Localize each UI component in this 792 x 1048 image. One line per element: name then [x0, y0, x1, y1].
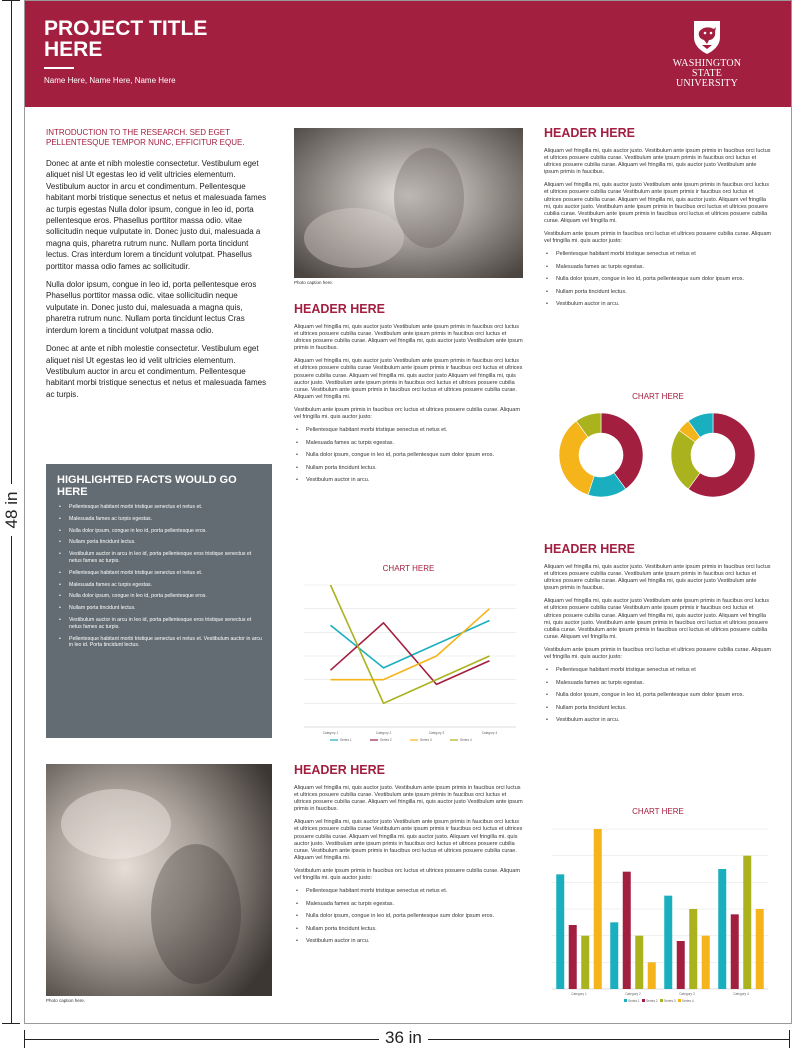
line-chart-x-tick-label: Category 1 — [322, 731, 339, 735]
bar-chart-legend-swatch — [678, 999, 681, 1002]
title-banner — [25, 1, 792, 107]
intro-paragraph-1: Donec at ante et nibh molestie consectetur. Vestibulum eget aliquet nisl Ut egestas leo id velit ultricies elementum. Vestibulum auctor in arcu et condimentum. Pellentesque habitant morbi tristique senectus et netus et malesuada fames ac turpis egestas Nulla dolor ipsum, congue in leo id, porta pellentesque eros. Phasellus porttitor massa odio. vitae sollicitudin neque vulputate in. Donec justo dui, malesuada a magna quis, pharetra rutrum nunc. Nullam porta tincidunt lectus. Cras interdum lorem a tincidunt volutpat. Phasellus porttitor massa odio fames ac sollicitudir. — [46, 159, 267, 271]
bar-chart-x-tick-label: Category 2 — [625, 992, 641, 996]
facts-title: HIGHLIGHTED FACTS WOULD GO HERE — [57, 474, 237, 498]
facts-item: • Nulla dolor ipsum, congue in leo id, porta pellentesque eros. — [57, 528, 262, 535]
bar-chart-bar — [635, 936, 643, 989]
line-chart-title: CHART HERE — [382, 564, 435, 573]
line-chart — [294, 579, 523, 745]
bullet-item: • Malesuada fames ac turpis egestas. — [544, 680, 772, 687]
bullet-item: • Pellentesque habitant morbi tristique senectus et netus et — [544, 251, 772, 258]
middle-paragraph-3: Vestibulum ante ipsum primis in faucibus orc luctus et ultrices posuere cubilia curae. Aliquam vel fringilla mi. quis auctor justo: — [294, 406, 520, 421]
intro-heading: INTRODUCTION TO THE RESEARCH. SED EGET PELLENTESQUE TEMPOR NUNC, EFFICITUR EQUE. — [46, 128, 245, 147]
right-section-1-heading: HEADER HERE — [544, 126, 635, 140]
intro-paragraph-2: Nulla dolor ipsum, congue in leo id, porta pellentesque eros Phasellus porttitor massa odic. vitae sollicitudin neque vulputate in. Donec justo dui, malesuada a magna quis, pharetra rutrum nunc. Nullam porta tincidunt lectus Cras interdum lorem a tincidunt volutpat massa odio. — [46, 280, 257, 335]
bar-chart-bar — [594, 829, 602, 989]
bar-chart-legend-label: Series 2 — [646, 998, 658, 1003]
right-section-2-heading: HEADER HERE — [544, 542, 635, 556]
bar-chart-title: CHART HERE — [632, 807, 684, 816]
height-dimension-tick-top — [2, 0, 20, 1]
photo-bottom-left — [46, 764, 272, 996]
height-dimension-tick-bottom — [2, 1023, 20, 1024]
bar-chart-legend-label: Series 1 — [628, 998, 640, 1003]
bar-chart-legend-label: Series 4 — [682, 998, 694, 1003]
right2-paragraph-2: Aliquam vel fringilla mi, quis auctor justo Vestibulum ante ipsum primis in faucibus orci luctus et ultrices posuere cubilia curae Vestibulum ante ipsum primis ir faucibus orci luctus et ultrices posuere cubilia curae. Aliquam vel fringilla mi, quis auctor justo. Aliquam vel fringilla mi, quis auctor justo. Vestibulum ante ipsum primis in faucibus orci luctus et ultrices posuere cubilia curae. Vestibulum ante ipsum primis in faucibus orci luctus et ultrices posuere cubilia curae. Aliquam vel fringilla mi. — [544, 598, 769, 640]
line-chart-legend-label: Series 2 — [380, 738, 392, 743]
facts-item: • Nulla dolor ipsum, congue in leo id, porta pellentesque eros. — [57, 593, 262, 600]
author-names: Name Here, Name Here, Name Here — [44, 76, 176, 85]
blurred-photo-image — [46, 764, 272, 996]
right1-paragraph-1: Aliquam vel fringilla mi, quis auctor justo. Vestibulum ante ipsum primis in faucibus orci luctus et ultrices posuere cubilia curae. Vestibulum ante ipsum primis in faucibus orci luctus et ultrices posuere cubilia curae. Aliquam vel fringilla mi, quis auctor justo Vestibulum ante ipsum primis in faucibus. — [544, 148, 771, 176]
bullet-item: • Nulla dolor ipsum, congue in leo id, porta pellentesque sum dolor ipsum eros. — [294, 452, 523, 459]
bar-chart-legend-swatch — [624, 999, 627, 1002]
bullet-item: • Nulla dolor ipsum, congue in leo id, porta pellentesque sum dolor ipsum eros. — [294, 913, 523, 920]
line-chart-x-tick-label: Category 3 — [428, 731, 445, 735]
wsu-shield-cougar-logo-icon — [692, 19, 722, 55]
bottom-paragraph-3: Vestibulum ante ipsum primis in faucibus orc luctus et ultrices posuere cubilia curae. Aliquam vel fringilla mi. quis auctor justo: — [294, 867, 520, 882]
bullet-item: • Nulla dolor ipsum, congue in leo id, porta pellentesque sum dolor ipsum eros. — [544, 692, 772, 699]
bar-chart-bar — [648, 962, 656, 989]
bar-chart-bar — [731, 914, 739, 989]
line-chart-series-line — [331, 621, 490, 668]
photo-caption-top: Photo caption here. — [294, 280, 334, 285]
line-chart-legend-label: Series 1 — [340, 738, 352, 743]
logo-text-line2: UNIVERSITY — [676, 78, 738, 89]
facts-item: • Pellentesque habitant morbi tristique senectus et netus et. — [57, 504, 262, 511]
bar-chart-legend-swatch — [660, 999, 663, 1002]
line-chart-x-tick-label: Category 2 — [375, 731, 392, 735]
bullet-item: • Pellentesque habitant morbi tristique senectus et netus et. — [294, 427, 523, 434]
bullet-item: • Vestibulum auctor in arcu. — [294, 938, 523, 945]
bullet-item: • Pellentesque habitant morbi tristique senectus et netus et — [544, 667, 772, 674]
intro-paragraph-3: Donec at ante et nibh molestie consectetur. Vestibulum eget aliquet nisl Ut egestas leo id velit ultricies elementum. Vestibulum auctor in arcu et condimentum. Pellentesque habitant morbi tristique senectus et netus et malesuada fames ac turpis. — [46, 344, 267, 399]
facts-item: • Pellentesque habitant morbi tristique senectus et netus et. — [57, 570, 262, 577]
bar-chart-bar — [664, 896, 672, 989]
facts-item: • Pellentesque habitant morbi tristique senectus et netus et. Vestibulum auctor in arcu in leo id. Porta tincidunt lectus. — [57, 636, 262, 650]
facts-item: • Malesuada fames ac turpis egestas. — [57, 582, 262, 589]
bar-chart-x-tick-label: Category 3 — [679, 992, 695, 996]
bar-chart-bar — [689, 909, 697, 989]
bar-chart-x-tick-label: Category 4 — [733, 992, 749, 996]
facts-item: • Vestibulum auctor in arcu in leo id, porta pellentesque eros tristique senectus et netus fames ac turpis. — [57, 551, 262, 565]
bullet-item: • Nulla dolor ipsum, congue in leo id, porta pellentesque sum dolor ipsum eros. — [544, 276, 772, 283]
width-dimension — [24, 1026, 792, 1048]
bullet-item: • Nullam porta tincidunt lectus. — [544, 289, 772, 296]
bullet-item: • Nullam porta tincidunt lectus. — [294, 465, 523, 472]
facts-item: • Vestibulum auctor in arcu in leo id, porta pellentesque eros tristique senectus et netus fames ac turpis. — [57, 617, 262, 631]
bullet-item: • Nullam porta tincidunt lectus. — [544, 705, 772, 712]
bar-chart-legend-label: Series 3 — [664, 998, 676, 1003]
height-dimension — [0, 0, 24, 1024]
facts-list — [57, 504, 262, 649]
highlighted-facts-box — [46, 464, 272, 738]
right1-bullet-list — [544, 251, 772, 308]
bar-chart-bar — [569, 925, 577, 989]
middle-bullet-list — [294, 427, 523, 484]
bullet-item: • Pellentesque habitant morbi tristique senectus et netus et. — [294, 888, 523, 895]
logo-text-line1: WASHINGTON STATE — [672, 58, 742, 79]
middle-section — [294, 302, 523, 490]
donut-chart-title: CHART HERE — [632, 392, 684, 401]
middle-paragraph-2: Aliquam vel fringilla mi, quis auctor justo Vestibulum ante ipsum primis in faucibus orci luctus et ultrices posuere cubilia curae Vestibulum ante ipsum primis ir faucibus orci luctus et ultrices posuere cubilia curae. Aliquam vel fringilla mi. quis auctor justo Aliquam vel fringilla mi, quis auctor justo. Vestibulum ante ipsum primis in faucibus orci luctus et ultrices posuere cubilia curae. Vestibulum ante ipsum primis in faucibus orci luctus et ultrices posuere cubilia curae. Aliquam vel fringilla mi. — [294, 358, 523, 400]
bottom-paragraph-2: Aliquam vel fringilla mi, quis auctor justo Vestibulum ante ipsum primis in faucibus orci luctus et ultrices posuere cubilia curae Vestibulum ante ipsum primis ir faucibus orci luctus et ultrices posuere cubilia curae. Aliquam vel fringilla mi. quis auctor justo. Aliquam vel fringilla mi. quis auctor justo. Vestibulum ante ipsum primis in faucibus orci luctus et ultrices posuere cubilia curae. Vestibulum ante ipsum primis in faucibus orci luctus et ultrices posuere cubilia curae. Aliquam vel fringilla mi. — [294, 819, 523, 861]
line-chart-legend-label: Series 3 — [420, 738, 432, 743]
bar-chart-legend-swatch — [642, 999, 645, 1002]
right1-paragraph-3: Vestibulum ante ipsum primis in faucibus orci luctus et ultrices posuere cubilia curae. Aliquam vel fringilla mi. quis auctor justo: — [544, 230, 772, 245]
bullet-item: • Vestibulum auctor in arcu. — [294, 477, 523, 484]
poster — [24, 0, 792, 1024]
bullet-item: • Malesuada fames ac turpis egestas. — [294, 901, 523, 908]
right-section-1 — [544, 126, 772, 314]
bar-chart-bar — [756, 909, 764, 989]
height-dimension-label: 48 in — [2, 484, 22, 536]
bottom-paragraph-1: Aliquam vel fringilla mi, quis auctor justo. Vestibulum ante ipsum primis in faucibus orci luctus et ultrices posuere cubilia curae. Vestibulum ante ipsum primis in faucibus orci luctus et ultrices posuere cubilia curae. Aliquam vel fringilla mi, quis auctor justo Vestibulum ante ipsum primis in faucibus. — [294, 785, 523, 813]
facts-item: • Nullam porta tincidunt lectus. — [57, 605, 262, 612]
right2-paragraph-3: Vestibulum ante ipsum primis in faucibus orci luctus et ultrices posuere cubilia curae. Aliquam vel fringilla mi. quis auctor justo: — [544, 646, 772, 661]
bar-chart-x-tick-label: Category 1 — [571, 992, 587, 996]
line-chart-x-tick-label: Category 4 — [481, 731, 498, 735]
right2-paragraph-1: Aliquam vel fringilla mi, quis auctor justo. Vestibulum ante ipsum primis in faucibus orci luctus et ultrices posuere cubilia curae. Vestibulum ante ipsum primis in faucibus orci luctus et ultrices posuere cubilia curae. Aliquam vel fringilla mi, quis auctor justo Vestibulum ante ipsum primis in faucibus. — [544, 564, 771, 592]
bar-chart-bar — [556, 874, 564, 989]
title-underline — [44, 67, 74, 69]
bar-chart-bar — [702, 936, 710, 989]
bar-chart-bar — [581, 936, 589, 989]
bullet-item: • Vestibulum auctor in arcu. — [544, 717, 772, 724]
blurred-photo-image — [294, 128, 523, 278]
bottom-middle-section — [294, 763, 523, 951]
bar-chart-bar — [718, 869, 726, 989]
facts-item: • Nullam porta tincidunt lectus. — [57, 539, 262, 546]
middle-section-heading: HEADER HERE — [294, 302, 385, 316]
width-dimension-tick-right — [789, 1030, 790, 1048]
right1-paragraph-2: Aliquam vel fringilla mi, quis auctor justo Vestibulum ante ipsum primis in faucibus orci luctus et ultrices posuere cubilia curae Vestibulum ante ipsum primis ir faucibus orci luctus et ultrices posuere cubilia curae. Aliquam vel fringilla mi, quis auctor justo. Aliquam vel fringilla mi, quis auctor justo. Vestibulum ante ipsum primis in faucibus orci luctus et ultrices posuere cubilia curae. Vestibulum ante ipsum primis in faucibus orci luctus et ultrices posuere cubilia curae. Aliquam vel fringilla mi. — [544, 182, 769, 224]
bullet-item: • Vestibulum auctor in arcu. — [544, 301, 772, 308]
photo-caption-bottom: Photo caption here. — [46, 998, 86, 1003]
donut-charts — [544, 413, 772, 497]
middle-paragraph-1: Aliquam vel fringilla mi, quis auctor justo Vestibulum ante ipsum primis in faucibus orci luctus et ultrices posuere cubilia curae. Vestibulum ante ipsum primis in faucibus orci luctus et ultrices posuere cubilia curae. Aliquam vel fringilla mi, quis auctor justo Vestibulum ante ipsum primis in faucibus. — [294, 324, 523, 352]
facts-item: • Malesuada fames ac turpis egestas. — [57, 516, 262, 523]
right-section-2 — [544, 542, 772, 730]
bullet-item: • Malesuada fames ac turpis egestas. — [294, 440, 523, 447]
bar-chart — [544, 823, 772, 1005]
width-dimension-label: 36 in — [379, 1028, 428, 1048]
intro-section — [46, 128, 272, 407]
bullet-item: • Nullam porta tincidunt lectus. — [294, 926, 523, 933]
bottom-bullet-list — [294, 888, 523, 945]
width-dimension-tick-left — [24, 1030, 25, 1048]
bar-chart-bar — [610, 922, 618, 989]
university-logo — [657, 19, 757, 89]
line-chart-legend-label: Series 4 — [460, 738, 472, 743]
bottom-section-heading: HEADER HERE — [294, 763, 385, 777]
right2-bullet-list — [544, 667, 772, 724]
poster-title: PROJECT TITLE HERE — [44, 17, 208, 61]
photo-top-middle — [294, 128, 523, 278]
bullet-item: • Malesuada fames ac turpis egestas. — [544, 264, 772, 271]
bar-chart-bar — [743, 856, 751, 989]
bar-chart-bar — [677, 941, 685, 989]
bar-chart-bar — [623, 872, 631, 989]
